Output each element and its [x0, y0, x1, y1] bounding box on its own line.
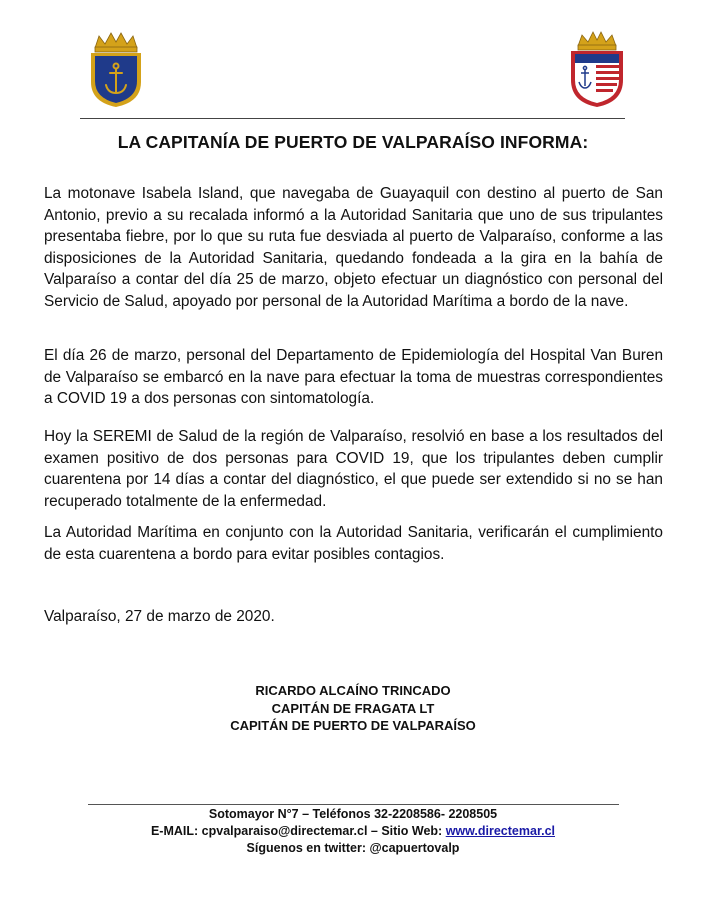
website-link[interactable]: www.directemar.cl — [445, 824, 556, 838]
signature-block — [0, 682, 706, 735]
naval-crest-anchor-icon — [85, 30, 147, 108]
footer-address: Sotomayor N°7 – Teléfonos 32-2208586- 2208505 — [208, 807, 498, 821]
naval-crest-shield-icon — [566, 30, 628, 108]
signatory-name: RICARDO ALCAÍNO TRINCADO — [255, 683, 451, 698]
footer-divider — [88, 804, 619, 805]
email-label: E-MAIL: — [150, 824, 199, 838]
paragraph-ship-report: La motonave Isabela Island, que navegaba de Guayaquil con destino al puerto de San Antonio, previo a su recalada informó a la Autoridad Sanitaria que uno de sus tripulantes presentaba fiebre, por lo que su ruta fue desviada al puerto de Valparaíso, conforme a las disposiciones de la Autoridad Sanitaria, quedando fondeada a la gira en la bahía de Valparaíso a contar del día 25 de marzo, objeto efectuar un diagnóstico con personal del Servicio de Salud, apoyado por personal de la Autoridad Marítima a bordo de la nave. — [44, 185, 663, 310]
footer — [0, 806, 706, 857]
paragraph-sampling: El día 26 de marzo, personal del Departamento de Epidemiología del Hospital Van Buren de Valparaíso se embarcó en la nave para efectuar la toma de muestras correspondientes a COVID 19 a dos personas con sintomatología. — [44, 347, 663, 407]
paragraph-verification: La Autoridad Marítima en conjunto con la Autoridad Sanitaria, verificarán el cumplimiento de esta cuarentena a bordo para evitar posibles contagios. — [44, 524, 663, 563]
footer-twitter: Síguenos en twitter: @capuertovalp — [246, 841, 460, 855]
paragraph-quarantine-resolution: Hoy la SEREMI de Salud de la región de Valparaíso, resolvió en base a los resultados del examen positivo de dos personas para COVID 19, que los tripulantes deben cumplir cuarentena por 14 días a contar del diagnóstico, el que puede ser extendido si no se han recuperado totalmente de la enfermedad. — [44, 428, 663, 510]
email-address[interactable]: cpvalparaiso@directemar.cl — [201, 824, 368, 838]
footer-contact-line — [0, 823, 706, 840]
document-title: LA CAPITANÍA DE PUERTO DE VALPARAÍSO INFORMA: — [117, 132, 589, 152]
web-label: – Sitio Web: — [370, 824, 443, 838]
header-divider — [80, 118, 625, 119]
date-line: Valparaíso, 27 de marzo de 2020. — [44, 608, 275, 625]
signatory-rank: CAPITÁN DE FRAGATA LT — [271, 700, 435, 716]
signatory-position: CAPITÁN DE PUERTO DE VALPARAÍSO — [230, 718, 476, 733]
